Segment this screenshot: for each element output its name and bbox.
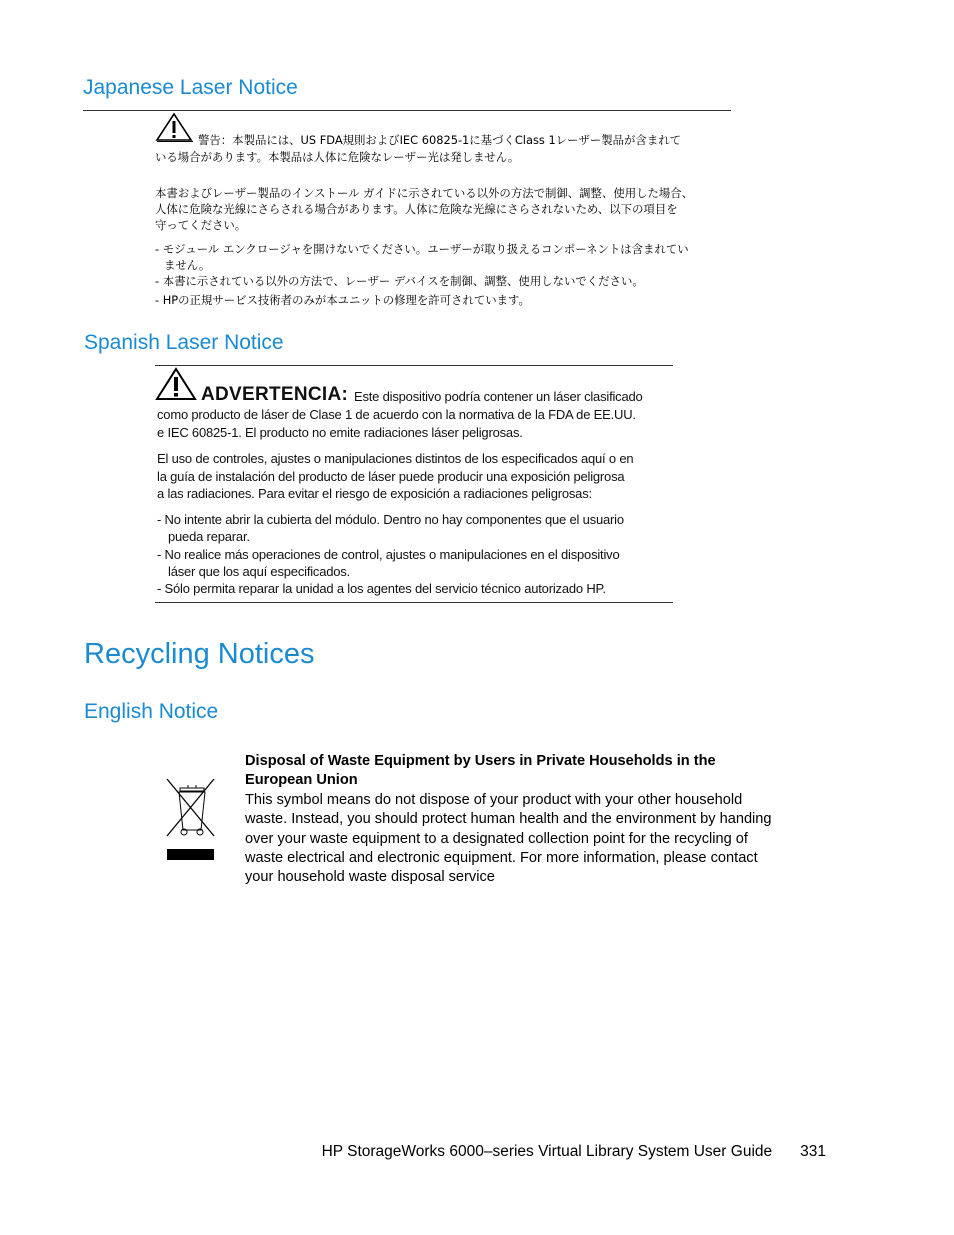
spanish-line: - Sólo permita reparar la unidad a los agentes del servicio técnico autorizado HP. [157, 581, 606, 596]
japanese-line: ません。 [164, 258, 211, 272]
japanese-line: - モジュール エンクロージャを開けないでください。ユーザーが取り扱えるコンポーネントは含まれてい [155, 242, 689, 256]
spanish-line: a las radiaciones. Para evitar el riesgo de exposición a radiaciones peligrosas: [157, 486, 592, 501]
spanish-laser-notice-heading: Spanish Laser Notice [84, 331, 284, 354]
japanese-line: - 本書に示されている以外の方法で、レーザー デバイスを制御、調整、使用しないでください。 [155, 274, 644, 288]
weee-body: This symbol means do not dispose of your product with your other household waste. Instead, you should protect human health and the environment by handing over your waste equipment to a designated collection point for the recycling of waste electrical and electronic equipment. For more information, please contact your household waste disposal service [245, 791, 772, 886]
spanish-line: El uso de controles, ajustes o manipulaciones distintos de los especificados aquí o en [157, 451, 634, 466]
spanish-line: pueda reparar. [168, 529, 250, 544]
spanish-line: e IEC 60825-1. El producto no emite radiaciones láser peligrosas. [157, 425, 523, 440]
spanish-top-rule [155, 365, 673, 366]
weee-marking-bar [167, 849, 214, 860]
japanese-line: 本書およびレーザー製品のインストール ガイドに示されている以外の方法で制御、調整、使用した場合、 [155, 186, 694, 200]
spanish-line: - No realice más operaciones de control, ajustes o manipulaciones en el dispositivo [157, 547, 620, 562]
japanese-line: 守ってください。 [155, 218, 247, 232]
spanish-line: Este dispositivo podría contener un láser clasificado [354, 389, 643, 404]
spanish-line: como producto de láser de Clase 1 de acuerdo con la normativa de la FDA de EE.UU. [157, 407, 636, 422]
japanese-warning-line: 警告：本製品には、US FDA規則およびIEC 60825-1に基づくClass 1レーザー製品が含まれて [198, 133, 681, 147]
weee-title: Disposal of Waste Equipment by Users in Private Households in the European Union [245, 753, 716, 789]
spanish-line: láser que los aquí especificados. [168, 564, 351, 579]
weee-notice [245, 752, 775, 888]
page-number: 331 [800, 1143, 826, 1160]
warning-triangle-icon [155, 112, 193, 142]
japanese-line: 人体に危険な光線にさらされる場合があります。人体に危険な光線にさらされないため、以下の項目を [155, 202, 678, 216]
japanese-laser-notice-heading: Japanese Laser Notice [83, 76, 298, 99]
warning-triangle-icon [155, 367, 197, 401]
advertencia-title: ADVERTENCIA: [201, 384, 349, 405]
footer-guide-title: HP StorageWorks 6000–series Virtual Library System User Guide [321, 1143, 773, 1160]
recycling-notices-heading: Recycling Notices [84, 638, 315, 670]
crossed-out-wheeled-bin-icon [164, 776, 218, 840]
japanese-line: - HPの正規サービス技術者のみが本ユニットの修理を許可されています。 [155, 293, 530, 307]
spanish-line: la guía de instalación del producto de láser puede producir una exposición peligrosa [157, 469, 625, 484]
spanish-bottom-rule [155, 602, 673, 603]
spanish-line: - No intente abrir la cubierta del módulo. Dentro no hay componentes que el usuario [157, 512, 624, 527]
english-notice-heading: English Notice [84, 700, 219, 723]
heading-rule [83, 110, 731, 111]
page-footer [300, 1143, 826, 1161]
japanese-line: いる場合があります。本製品は人体に危険なレーザー光は発しません。 [155, 150, 520, 164]
